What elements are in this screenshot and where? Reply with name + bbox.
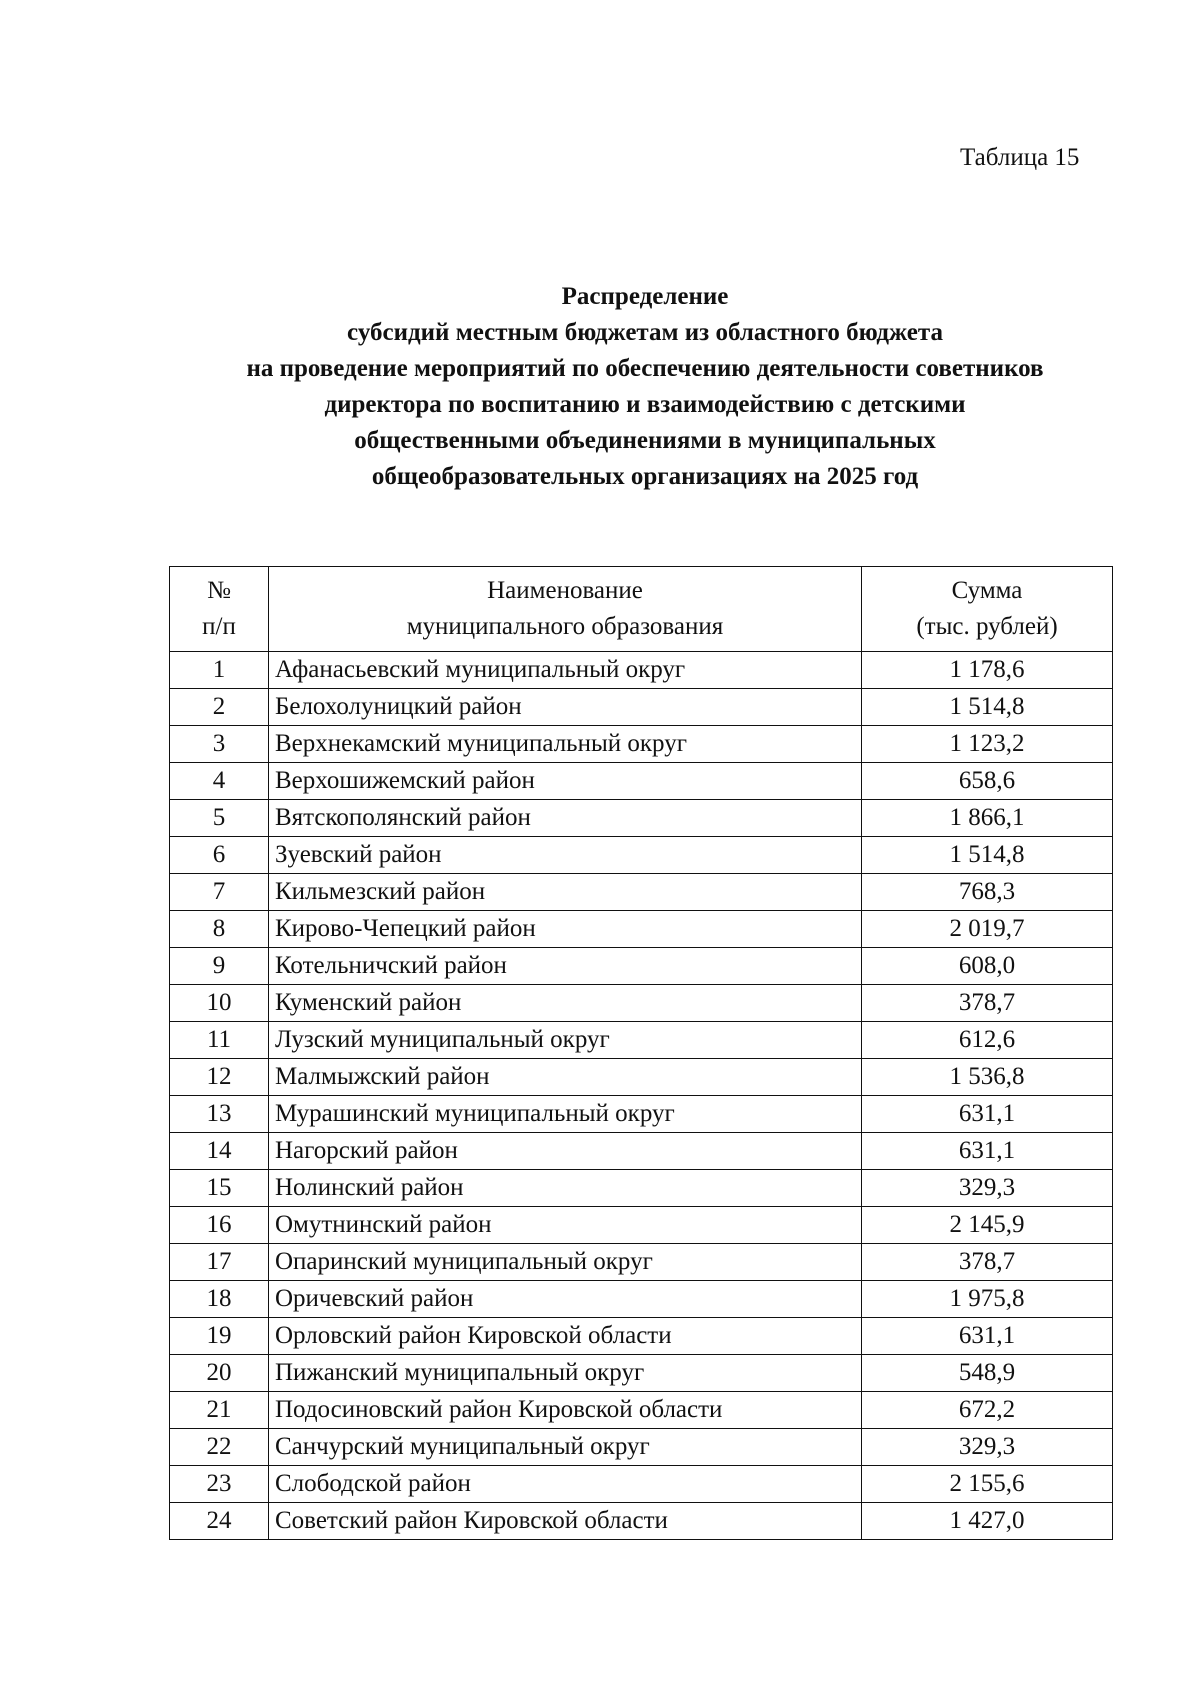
row-number: 13 [170,1096,269,1133]
subsidy-amount: 1 427,0 [862,1503,1113,1540]
municipality-name: Мурашинский муниципальный округ [269,1096,862,1133]
title-line: субсидий местным бюджетам из областного бюджета [347,319,943,346]
row-number: 23 [170,1466,269,1503]
header-name-line: муниципального образования [406,613,724,640]
municipality-name: Нолинский район [269,1170,862,1207]
row-number: 3 [170,726,269,763]
municipality-name: Верхнекамский муниципальный округ [269,726,862,763]
subsidy-distribution-table [169,566,1113,1540]
table-row [170,985,1113,1022]
row-number: 24 [170,1503,269,1540]
municipality-name: Омутнинский район [269,1207,862,1244]
title-line: на проведение мероприятий по обеспечению деятельности советников [246,355,1044,382]
subsidy-amount: 329,3 [862,1429,1113,1466]
municipality-name: Куменский район [269,985,862,1022]
table-header-row [170,567,1113,652]
municipality-name: Котельничский район [269,948,862,985]
table-row [170,911,1113,948]
subsidy-amount: 548,9 [862,1355,1113,1392]
subsidy-amount: 2 155,6 [862,1466,1113,1503]
table-row [170,726,1113,763]
municipality-name: Кирово-Чепецкий район [269,911,862,948]
row-number: 11 [170,1022,269,1059]
row-number: 14 [170,1133,269,1170]
municipality-name: Афанасьевский муниципальный округ [269,652,862,689]
table-row [170,948,1113,985]
header-sum-line: Сумма [951,577,1023,604]
row-number: 19 [170,1318,269,1355]
title-line: директора по воспитанию и взаимодействию с детскими [324,391,966,418]
table-row [170,689,1113,726]
subsidy-amount: 608,0 [862,948,1113,985]
row-number: 15 [170,1170,269,1207]
subsidy-amount: 612,6 [862,1022,1113,1059]
header-number-line: п/п [202,613,236,640]
municipality-name: Малмыжский район [269,1059,862,1096]
row-number: 4 [170,763,269,800]
table-row [170,1059,1113,1096]
table-row [170,1392,1113,1429]
subsidy-amount: 1 514,8 [862,689,1113,726]
row-number: 9 [170,948,269,985]
title-line: общественными объединениями в муниципальных [354,427,936,454]
subsidy-amount: 329,3 [862,1170,1113,1207]
subsidy-amount: 1 866,1 [862,800,1113,837]
subsidy-amount: 1 178,6 [862,652,1113,689]
table-row [170,1207,1113,1244]
row-number: 22 [170,1429,269,1466]
table-row [170,1022,1113,1059]
subsidy-amount: 768,3 [862,874,1113,911]
table-row [170,1133,1113,1170]
table-row [170,1244,1113,1281]
subsidy-amount: 378,7 [862,1244,1113,1281]
title-line: общеобразовательных организациях на 2025 год [371,463,919,490]
row-number: 20 [170,1355,269,1392]
municipality-name: Орловский район Кировской области [269,1318,862,1355]
municipality-name: Вятскополянский район [269,800,862,837]
subsidy-amount: 378,7 [862,985,1113,1022]
subsidy-amount: 658,6 [862,763,1113,800]
table-row [170,1281,1113,1318]
municipality-name: Оричевский район [269,1281,862,1318]
municipality-name: Нагорский район [269,1133,862,1170]
subsidy-amount: 672,2 [862,1392,1113,1429]
header-number [170,567,269,652]
header-name [269,567,862,652]
table-body [170,652,1113,1540]
municipality-name: Слободской район [269,1466,862,1503]
row-number: 6 [170,837,269,874]
header-number-line: № [207,577,231,604]
row-number: 8 [170,911,269,948]
row-number: 12 [170,1059,269,1096]
municipality-name: Верхошижемский район [269,763,862,800]
table-row [170,800,1113,837]
table-row [170,1355,1113,1392]
row-number: 16 [170,1207,269,1244]
municipality-name: Санчурский муниципальный округ [269,1429,862,1466]
table-row [170,1318,1113,1355]
subsidy-amount: 631,1 [862,1318,1113,1355]
row-number: 7 [170,874,269,911]
municipality-name: Белохолуницкий район [269,689,862,726]
municipality-name: Советский район Кировской области [269,1503,862,1540]
row-number: 2 [170,689,269,726]
subsidy-amount: 631,1 [862,1096,1113,1133]
table-row [170,763,1113,800]
document-title [0,279,1200,495]
row-number: 5 [170,800,269,837]
subsidy-amount: 631,1 [862,1133,1113,1170]
row-number: 18 [170,1281,269,1318]
row-number: 21 [170,1392,269,1429]
subsidy-amount: 2 145,9 [862,1207,1113,1244]
municipality-name: Подосиновский район Кировской области [269,1392,862,1429]
subsidy-amount: 1 123,2 [862,726,1113,763]
municipality-name: Кильмезский район [269,874,862,911]
municipality-name: Пижанский муниципальный округ [269,1355,862,1392]
row-number: 1 [170,652,269,689]
subsidy-amount: 1 514,8 [862,837,1113,874]
table-row [170,837,1113,874]
header-sum-line: (тыс. рублей) [916,613,1058,640]
subsidy-amount: 2 019,7 [862,911,1113,948]
table-row [170,652,1113,689]
table-row [170,1429,1113,1466]
title-line: Распределение [561,283,729,310]
municipality-name: Лузский муниципальный округ [269,1022,862,1059]
table-row [170,1170,1113,1207]
municipality-name: Зуевский район [269,837,862,874]
table-number-label: Таблица 15 [960,144,1080,171]
row-number: 17 [170,1244,269,1281]
table-row [170,1096,1113,1133]
table-row [170,1466,1113,1503]
row-number: 10 [170,985,269,1022]
table-row [170,1503,1113,1540]
municipality-name: Опаринский муниципальный округ [269,1244,862,1281]
header-name-line: Наименование [487,577,643,604]
subsidy-amount: 1 975,8 [862,1281,1113,1318]
table-row [170,874,1113,911]
subsidy-amount: 1 536,8 [862,1059,1113,1096]
header-sum [862,567,1113,652]
